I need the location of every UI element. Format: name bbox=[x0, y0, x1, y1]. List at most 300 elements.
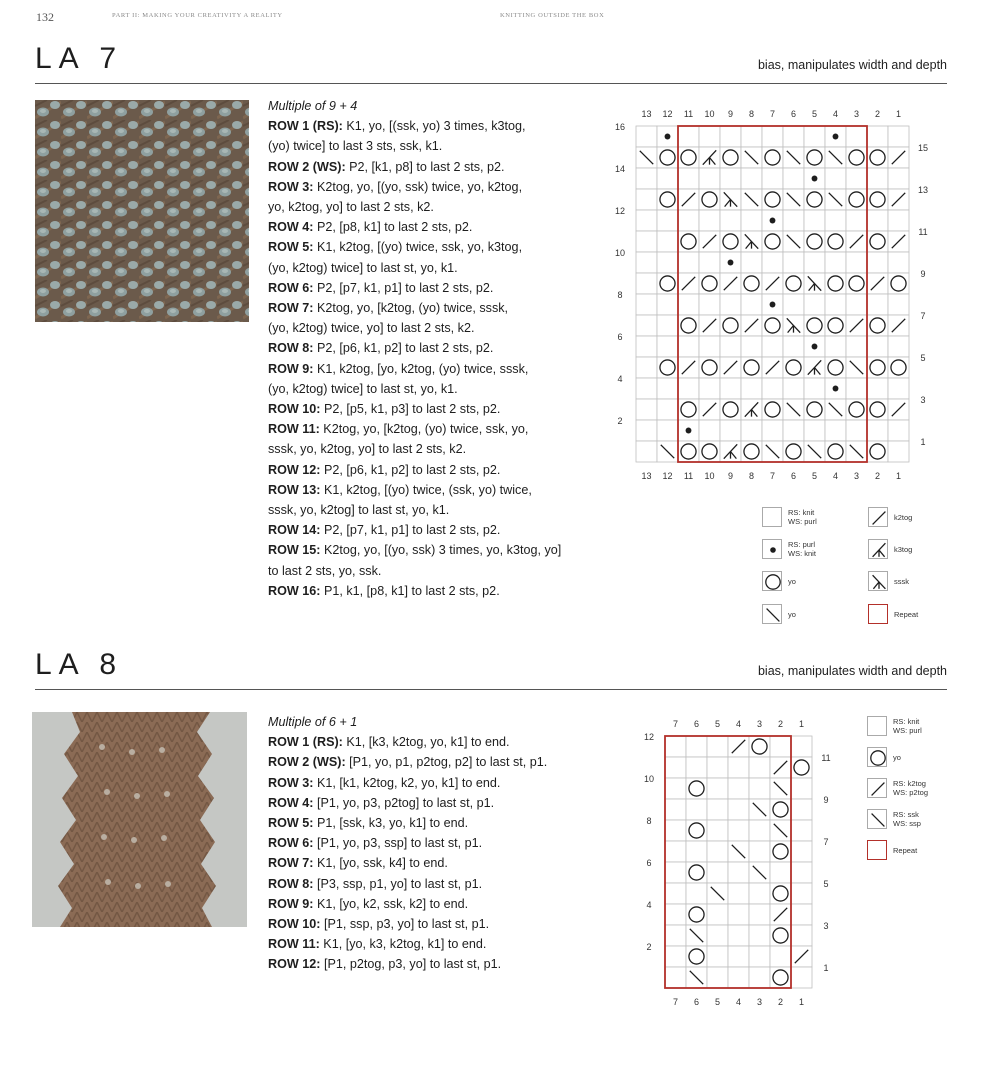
chart-cell bbox=[741, 378, 762, 399]
section-title-la7: LA 7 bbox=[35, 42, 124, 75]
yo-symbol bbox=[871, 751, 885, 765]
row-number: 6 bbox=[617, 332, 623, 343]
row-number: 4 bbox=[617, 374, 623, 385]
row-text: P2, [p7, k1, p1] to last 2 sts, p2. bbox=[323, 523, 501, 538]
chart-cell bbox=[699, 378, 720, 399]
legend-label: RS: purl WS: knit bbox=[788, 540, 816, 558]
row-text: K2tog, yo, [k2tog, (yo) twice, ssk, yo, bbox=[323, 422, 529, 437]
purl-symbol bbox=[770, 547, 776, 553]
chart-cell bbox=[678, 210, 699, 231]
chart-cell bbox=[825, 168, 846, 189]
row-text: P1, [ssk, k3, yo, k1] to end. bbox=[316, 816, 469, 831]
row-number: 9 bbox=[823, 795, 829, 806]
chart-cell bbox=[636, 441, 657, 462]
chart-cell bbox=[846, 126, 867, 147]
chart-cell bbox=[762, 126, 783, 147]
chart-cell bbox=[762, 168, 783, 189]
chart-cell bbox=[636, 189, 657, 210]
chart-cell bbox=[636, 273, 657, 294]
column-label: 3 bbox=[756, 997, 763, 1007]
legend-item-purl bbox=[762, 539, 816, 559]
chart-cell bbox=[762, 378, 783, 399]
part-title: PART II: MAKING YOUR CREATIVITY A REALITY bbox=[112, 12, 283, 19]
instruction-line bbox=[268, 338, 561, 358]
column-label: 1 bbox=[798, 719, 805, 729]
row-text: P2, [p7, k1, p1] to last 2 sts, p2. bbox=[316, 280, 494, 295]
section-divider bbox=[35, 689, 947, 690]
chart-cell bbox=[783, 168, 804, 189]
row-label: ROW 7: bbox=[268, 301, 314, 316]
chart-cell bbox=[804, 420, 825, 441]
column-label: 4 bbox=[832, 109, 839, 119]
legend-label: Repeat bbox=[894, 609, 919, 619]
page-number: 132 bbox=[36, 10, 54, 24]
instruction-line bbox=[268, 419, 561, 439]
ssk-symbol bbox=[767, 609, 780, 622]
k3tog-icon bbox=[868, 539, 888, 559]
chart-cell bbox=[636, 378, 657, 399]
row-text: sssk, yo, k2tog] to last st, yo, k1. bbox=[268, 503, 450, 518]
chart-cell bbox=[707, 778, 728, 799]
chart-cell bbox=[888, 168, 909, 189]
chart-legend-la8 bbox=[867, 716, 977, 866]
k3tog-symbol bbox=[873, 543, 886, 557]
chart-cell bbox=[791, 883, 812, 904]
row-label: ROW 5: bbox=[268, 816, 314, 831]
chart-cell bbox=[791, 820, 812, 841]
column-label: 6 bbox=[693, 719, 700, 729]
knit-icon bbox=[867, 716, 887, 736]
chart-legend-la7 bbox=[762, 507, 952, 637]
chart-cell bbox=[678, 168, 699, 189]
chart-cell bbox=[699, 126, 720, 147]
instruction-line bbox=[268, 318, 561, 338]
chart-cell bbox=[825, 420, 846, 441]
row-text: P2, [p6, k1, p2] to last 2 sts, p2. bbox=[323, 462, 501, 477]
chart-cell bbox=[665, 799, 686, 820]
chart-cell bbox=[707, 946, 728, 967]
column-label: 11 bbox=[683, 109, 694, 119]
legend-label: RS: k2tog WS: p2tog bbox=[893, 779, 929, 797]
k2tog-icon bbox=[867, 778, 887, 798]
row-text: K1, [yo, k2, ssk, k2] to end. bbox=[316, 896, 469, 911]
section-subtitle-la8: bias, manipulates width and depth bbox=[757, 664, 947, 678]
chart-cell bbox=[825, 336, 846, 357]
chart-cell bbox=[888, 378, 909, 399]
column-label: 7 bbox=[769, 471, 776, 481]
chart-cell bbox=[749, 841, 770, 862]
chart-cell bbox=[657, 399, 678, 420]
instruction-line bbox=[268, 237, 561, 257]
chart-cell bbox=[657, 210, 678, 231]
chart-cell bbox=[888, 252, 909, 273]
row-label: ROW 10: bbox=[268, 917, 321, 932]
row-label: ROW 3: bbox=[268, 775, 314, 790]
row-label: ROW 3: bbox=[268, 179, 314, 194]
legend-label: k2tog bbox=[894, 512, 913, 522]
column-label: 2 bbox=[777, 719, 784, 729]
chart-cell bbox=[888, 336, 909, 357]
chart-cell bbox=[825, 252, 846, 273]
row-text: P2, [p6, k1, p2] to last 2 sts, p2. bbox=[316, 341, 494, 356]
row-label: ROW 8: bbox=[268, 876, 314, 891]
chart-cell bbox=[741, 420, 762, 441]
row-label: ROW 12: bbox=[268, 462, 321, 477]
column-label: 10 bbox=[704, 109, 715, 119]
chart-cell bbox=[657, 315, 678, 336]
row-text: K1, yo, [(ssk, yo) 3 times, k3tog, bbox=[346, 119, 526, 134]
chart-cell bbox=[678, 294, 699, 315]
instruction-line bbox=[268, 773, 547, 793]
row-number: 1 bbox=[823, 963, 829, 974]
book-title: KNITTING OUTSIDE THE BOX bbox=[500, 12, 605, 19]
chart-cell bbox=[741, 252, 762, 273]
column-label: 1 bbox=[798, 997, 805, 1007]
row-number: 8 bbox=[617, 290, 623, 301]
instruction-line bbox=[268, 853, 547, 873]
row-number: 4 bbox=[646, 900, 652, 911]
chart-cell bbox=[846, 378, 867, 399]
swatch-photo-la7 bbox=[35, 100, 249, 322]
chart-cell bbox=[728, 967, 749, 988]
chart-cell bbox=[657, 231, 678, 252]
column-label: 5 bbox=[811, 109, 818, 119]
chart-cell bbox=[707, 862, 728, 883]
column-label: 5 bbox=[811, 471, 818, 481]
row-number: 10 bbox=[643, 774, 655, 785]
column-label: 12 bbox=[662, 471, 673, 481]
instruction-line bbox=[268, 813, 547, 833]
chart-cell bbox=[665, 904, 686, 925]
chart-cell bbox=[783, 420, 804, 441]
chart-cell bbox=[728, 883, 749, 904]
row-number: 8 bbox=[646, 816, 652, 827]
chart-cell bbox=[749, 778, 770, 799]
row-text: sssk, yo, k2tog, yo] to last 2 sts, k2. bbox=[268, 442, 467, 457]
instruction-line bbox=[268, 874, 547, 894]
section-divider bbox=[35, 83, 947, 84]
chart-cell bbox=[770, 946, 791, 967]
chart-cell bbox=[888, 441, 909, 462]
chart-cell bbox=[783, 378, 804, 399]
legend-item-yo bbox=[762, 571, 796, 591]
legend-item-k3tog bbox=[868, 539, 912, 559]
row-number: 11 bbox=[918, 227, 928, 238]
column-label: 4 bbox=[735, 719, 742, 729]
instruction-line bbox=[268, 954, 547, 974]
chart-cell bbox=[636, 357, 657, 378]
chart-cell bbox=[791, 904, 812, 925]
chart-cell bbox=[636, 231, 657, 252]
chart-cell bbox=[728, 946, 749, 967]
k2tog-symbol bbox=[872, 783, 885, 796]
row-text: K1, [yo, ssk, k4] to end. bbox=[316, 856, 448, 871]
chart-cell bbox=[707, 736, 728, 757]
chart-cell bbox=[825, 210, 846, 231]
row-label: ROW 14: bbox=[268, 523, 321, 538]
chart-cell bbox=[749, 883, 770, 904]
column-label: 5 bbox=[714, 997, 721, 1007]
chart-cell bbox=[846, 168, 867, 189]
purl-symbol bbox=[812, 176, 818, 182]
legend-item-k2tog bbox=[867, 778, 928, 798]
chart-cell bbox=[636, 399, 657, 420]
column-label: 3 bbox=[853, 109, 860, 119]
chart-cell bbox=[707, 757, 728, 778]
row-text: K1, [yo, k3, k2tog, k1] to end. bbox=[323, 937, 487, 952]
chart-cell bbox=[636, 252, 657, 273]
legend-label: k3tog bbox=[894, 544, 913, 554]
chart-cell bbox=[728, 799, 749, 820]
purl-symbol bbox=[833, 386, 839, 392]
row-label: ROW 1 (RS): bbox=[268, 119, 343, 134]
chart-cell bbox=[720, 168, 741, 189]
chart-cell bbox=[707, 820, 728, 841]
chart-cell bbox=[867, 210, 888, 231]
column-label: 13 bbox=[641, 109, 652, 119]
chart-cell bbox=[867, 126, 888, 147]
chart-cell bbox=[783, 336, 804, 357]
row-number: 5 bbox=[823, 879, 829, 890]
chart-cell bbox=[728, 862, 749, 883]
instruction-line bbox=[268, 116, 561, 136]
column-label: 7 bbox=[672, 719, 679, 729]
row-text: [P1, yo, p3, ssp] to last st, p1. bbox=[316, 836, 483, 851]
chart-cell bbox=[867, 294, 888, 315]
chart-cell bbox=[707, 925, 728, 946]
row-label: ROW 8: bbox=[268, 341, 314, 356]
chart-cell bbox=[728, 904, 749, 925]
instruction-line bbox=[268, 934, 547, 954]
chart-cell bbox=[741, 294, 762, 315]
column-label: 10 bbox=[704, 471, 715, 481]
chart-cell bbox=[636, 294, 657, 315]
chart-cell bbox=[804, 210, 825, 231]
chart-cell bbox=[678, 252, 699, 273]
instruction-line bbox=[268, 752, 547, 772]
sssk-symbol bbox=[873, 575, 886, 589]
chart-cell bbox=[686, 841, 707, 862]
chart-cell bbox=[791, 736, 812, 757]
row-text: K2tog, yo, [(yo, ssk) twice, yo, k2tog, bbox=[316, 179, 523, 194]
row-number: 7 bbox=[920, 311, 926, 322]
chart-cell bbox=[791, 841, 812, 862]
instruction-line bbox=[268, 480, 561, 500]
chart-cell bbox=[678, 126, 699, 147]
row-text: (yo) twice] to last 3 sts, ssk, k1. bbox=[268, 139, 443, 154]
row-number: 5 bbox=[920, 353, 926, 364]
column-label: 6 bbox=[790, 471, 797, 481]
row-label: ROW 11: bbox=[268, 422, 320, 437]
column-label: 8 bbox=[748, 471, 755, 481]
chart-cell bbox=[741, 336, 762, 357]
row-label: ROW 6: bbox=[268, 836, 314, 851]
yo-icon bbox=[867, 747, 887, 767]
chart-cell bbox=[770, 862, 791, 883]
chart-cell bbox=[665, 862, 686, 883]
chart-cell bbox=[657, 336, 678, 357]
chart-cell bbox=[804, 126, 825, 147]
chart-cell bbox=[665, 841, 686, 862]
chart-cell bbox=[791, 778, 812, 799]
chart-cell bbox=[791, 925, 812, 946]
row-text: P2, [p5, k1, p3] to last 2 sts, p2. bbox=[323, 402, 501, 417]
legend-item-knit bbox=[867, 716, 922, 736]
stitch-multiple: Multiple of 9 + 4 bbox=[268, 99, 358, 113]
ssk-symbol bbox=[872, 814, 885, 827]
chart-cell bbox=[783, 252, 804, 273]
knitting-chart-la7 bbox=[610, 102, 940, 488]
chart-cell bbox=[762, 252, 783, 273]
chart-cell bbox=[707, 967, 728, 988]
chart-cell bbox=[636, 210, 657, 231]
legend-item-knit bbox=[762, 507, 817, 527]
chart-cell bbox=[728, 820, 749, 841]
row-label: ROW 9: bbox=[268, 361, 314, 376]
row-number: 12 bbox=[614, 206, 626, 217]
row-text: K2tog, yo, [k2tog, (yo) twice, sssk, bbox=[316, 301, 509, 316]
row-label: ROW 12: bbox=[268, 957, 321, 972]
chart-cell bbox=[665, 925, 686, 946]
chart-cell bbox=[686, 736, 707, 757]
chart-cell bbox=[741, 126, 762, 147]
chart-cell bbox=[741, 168, 762, 189]
row-number: 14 bbox=[614, 164, 626, 175]
instruction-line bbox=[268, 520, 561, 540]
instruction-line bbox=[268, 793, 547, 813]
chart-cell bbox=[686, 799, 707, 820]
column-label: 3 bbox=[853, 471, 860, 481]
row-label: ROW 15: bbox=[268, 543, 321, 558]
chart-cell bbox=[699, 420, 720, 441]
chart-cell bbox=[636, 336, 657, 357]
chart-cell bbox=[707, 904, 728, 925]
column-label: 2 bbox=[874, 471, 881, 481]
chart-cell bbox=[867, 336, 888, 357]
chart-cell bbox=[636, 168, 657, 189]
chart-cell bbox=[846, 210, 867, 231]
row-label: ROW 6: bbox=[268, 280, 314, 295]
column-label: 9 bbox=[727, 109, 734, 119]
purl-symbol bbox=[728, 260, 734, 266]
legend-item-sssk bbox=[868, 571, 909, 591]
sssk-icon bbox=[868, 571, 888, 591]
k2tog-icon bbox=[868, 507, 888, 527]
row-text: K1, [k3, k2tog, yo, k1] to end. bbox=[346, 735, 510, 750]
row-number: 13 bbox=[917, 185, 929, 196]
row-text: (yo, k2tog) twice, yo] to last 2 sts, k2. bbox=[268, 321, 475, 336]
chart-cell bbox=[636, 315, 657, 336]
chart-cell bbox=[636, 420, 657, 441]
purl-symbol bbox=[665, 134, 671, 140]
chart-cell bbox=[707, 799, 728, 820]
legend-label: RS: ssk WS: ssp bbox=[893, 810, 921, 828]
chart-cell bbox=[699, 294, 720, 315]
chart-cell bbox=[720, 210, 741, 231]
chart-cell bbox=[888, 126, 909, 147]
legend-label: yo bbox=[893, 752, 901, 762]
chart-cell bbox=[804, 252, 825, 273]
row-label: ROW 13: bbox=[268, 482, 321, 497]
chart-cell bbox=[825, 294, 846, 315]
instruction-line bbox=[268, 833, 547, 853]
chart-cell bbox=[846, 420, 867, 441]
row-text: P1, k1, [p8, k1] to last 2 sts, p2. bbox=[323, 583, 500, 598]
chart-cell bbox=[657, 378, 678, 399]
chart-cell bbox=[665, 736, 686, 757]
row-text: P2, [p8, k1] to last 2 sts, p2. bbox=[316, 220, 473, 235]
legend-label: sssk bbox=[894, 576, 909, 586]
chart-cell bbox=[665, 883, 686, 904]
instruction-line bbox=[268, 359, 561, 379]
chart-cell bbox=[791, 862, 812, 883]
chart-cell bbox=[657, 168, 678, 189]
chart-cell bbox=[749, 820, 770, 841]
row-number: 16 bbox=[614, 122, 626, 133]
knit-icon bbox=[762, 507, 782, 527]
row-number: 6 bbox=[646, 858, 652, 869]
instruction-line bbox=[268, 460, 561, 480]
chart-cell bbox=[720, 420, 741, 441]
chart-cell bbox=[665, 757, 686, 778]
chart-cell bbox=[846, 294, 867, 315]
instruction-line bbox=[268, 500, 561, 520]
chart-cell bbox=[657, 420, 678, 441]
column-label: 8 bbox=[748, 109, 755, 119]
chart-cell bbox=[741, 210, 762, 231]
chart-cell bbox=[728, 925, 749, 946]
column-label: 2 bbox=[874, 109, 881, 119]
row-text: (yo, k2tog) twice] to last st, yo, k1. bbox=[268, 260, 458, 275]
chart-cell bbox=[720, 294, 741, 315]
instruction-line bbox=[268, 157, 561, 177]
row-text: [P1, p2tog, p3, yo] to last st, p1. bbox=[323, 957, 502, 972]
row-text: K1, [k1, k2tog, k2, yo, k1] to end. bbox=[316, 775, 501, 790]
column-label: 6 bbox=[790, 109, 797, 119]
purl-symbol bbox=[833, 134, 839, 140]
chart-cell bbox=[707, 841, 728, 862]
column-label: 4 bbox=[735, 997, 742, 1007]
legend-item-k2tog bbox=[868, 507, 912, 527]
chart-cell bbox=[657, 252, 678, 273]
row-text: [P3, ssp, p1, yo] to last st, p1. bbox=[316, 876, 483, 891]
column-label: 11 bbox=[683, 471, 694, 481]
chart-cell bbox=[804, 294, 825, 315]
chart-cell bbox=[791, 967, 812, 988]
purl-symbol bbox=[770, 302, 776, 308]
instruction-line bbox=[268, 561, 561, 581]
instruction-line bbox=[268, 379, 561, 399]
legend-item-yo bbox=[867, 747, 901, 767]
chart-cell bbox=[791, 799, 812, 820]
column-label: 9 bbox=[727, 471, 734, 481]
row-text: P2, [k1, p8] to last 2 sts, p2. bbox=[349, 159, 505, 174]
column-label: 1 bbox=[895, 109, 902, 119]
chart-cell bbox=[783, 126, 804, 147]
column-label: 2 bbox=[777, 997, 784, 1007]
legend-item-repeat bbox=[868, 604, 918, 624]
row-number: 7 bbox=[823, 837, 829, 848]
row-text: K1, k2tog, [(yo) twice, (ssk, yo) twice, bbox=[323, 482, 532, 497]
row-number: 3 bbox=[823, 921, 829, 932]
instruction-line bbox=[268, 399, 561, 419]
chart-cell bbox=[867, 252, 888, 273]
chart-cell bbox=[762, 420, 783, 441]
row-number: 2 bbox=[646, 942, 652, 953]
row-text: K1, k2tog, [(yo) twice, ssk, yo, k3tog, bbox=[316, 240, 523, 255]
purl-icon bbox=[762, 539, 782, 559]
chart-cell bbox=[699, 252, 720, 273]
